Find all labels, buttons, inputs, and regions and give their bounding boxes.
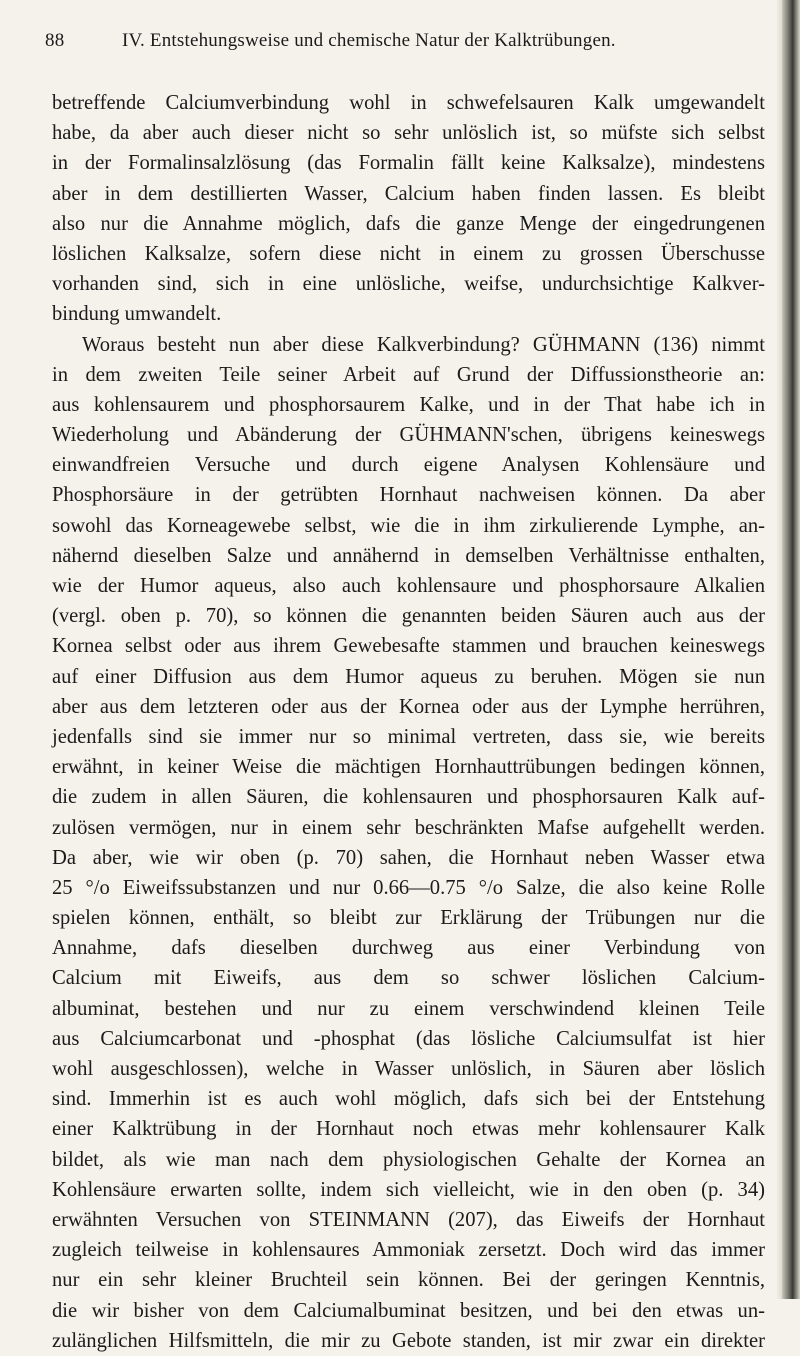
- text-line: 25 °/o Eiweifssubstanzen und nur 0.66—0.75 °/o Salze, die also keine Rolle: [52, 876, 765, 899]
- text-line: die wir bisher von dem Calciumalbuminat besitzen, und bei den etwas un-: [52, 1299, 765, 1322]
- text-line: also nur die Annahme möglich, dafs die ganze Menge der eingedrungenen: [52, 212, 765, 235]
- text-line: habe, da aber auch dieser nicht so sehr unlöslich ist, so müfste sich selbst: [52, 122, 765, 145]
- text-line: jedenfalls sind sie immer nur so minimal vertreten, dass sie, wie bereits: [52, 725, 765, 748]
- text-line: die zudem in allen Säuren, die kohlensauren und phosphorsauren Kalk auf-: [52, 786, 765, 809]
- text-line: in der Formalinsalzlösung (das Formalin fällt keine Kalksalze), mindestens: [52, 152, 765, 175]
- text-line: albuminat, bestehen und nur zu einem verschwindend kleinen Teile: [52, 997, 765, 1020]
- text-line: (vergl. oben p. 70), so können die genannten beiden Säuren auch aus der: [52, 605, 765, 628]
- text-line: sind. Immerhin ist es auch wohl möglich, dafs sich bei der Entstehung: [52, 1088, 765, 1111]
- text-line: aus Calciumcarbonat und -phosphat (das lösliche Calciumsulfat ist hier: [52, 1027, 765, 1050]
- body-text: [52, 88, 765, 1356]
- text-line: erwähnt, in keiner Weise die mächtigen Hornhauttrübungen bedingen können,: [52, 756, 765, 779]
- text-line: vorhanden sind, sich in eine unlösliche, weifse, undurchsichtige Kalkver-: [52, 273, 765, 296]
- text-line: Calcium mit Eiweifs, aus dem so schwer löslichen Calcium-: [52, 967, 765, 990]
- text-line: wie der Humor aqueus, also auch kohlensaure und phosphorsaure Alkalien: [52, 575, 765, 597]
- text-line: auf einer Diffusion aus dem Humor aqueus zu beruhen. Mögen sie nun: [52, 665, 765, 688]
- text-line: zulänglichen Hilfsmitteln, die mir zu Gebote standen, ist mir zwar ein direkter: [52, 1329, 765, 1352]
- binding-edge: [782, 0, 800, 1299]
- text-line: nur ein sehr kleiner Bruchteil sein können. Bei der geringen Kenntnis,: [52, 1269, 765, 1292]
- text-line: löslichen Kalksalze, sofern diese nicht in einem zu grossen Überschusse: [52, 242, 765, 265]
- text-line: spielen können, enthält, so bleibt zur Erklärung der Trübungen nur die: [52, 907, 765, 930]
- text-line: aber aus dem letzteren oder aus der Kornea oder aus der Lymphe herrühren,: [52, 695, 765, 718]
- text-line: Phosphorsäure in der getrübten Hornhaut nachweisen können. Da aber: [52, 484, 765, 507]
- text-line: bildet, als wie man nach dem physiologischen Gehalte der Kornea an: [52, 1148, 765, 1171]
- page-number: 88: [45, 30, 65, 51]
- text-line: einer Kalktrübung in der Hornhaut noch etwas mehr kohlensaurer Kalk: [52, 1118, 765, 1141]
- text-line: Kornea selbst oder aus ihrem Gewebesafte stammen und brauchen keineswegs: [52, 635, 765, 658]
- text-line: zulösen vermögen, nur in einem sehr beschränkten Mafse aufgehellt werden.: [52, 816, 765, 839]
- text-line: Woraus besteht nun aber diese Kalkverbindung? GÜHMANN (136) nimmt: [82, 333, 765, 356]
- text-line: bindung umwandelt.: [52, 303, 222, 326]
- running-title: IV. Entstehungsweise und chemische Natur der Kalktrübungen.: [122, 30, 616, 51]
- text-line: sowohl das Korneagewebe selbst, wie die in ihm zirkulierende Lymphe, an-: [52, 514, 765, 537]
- text-line: wohl ausgeschlossen), welche in Wasser unlöslich, in Säuren aber löslich: [52, 1058, 765, 1080]
- text-line: nähernd dieselben Salze und annähernd in demselben Verhältnisse enthalten,: [52, 544, 765, 567]
- text-line: erwähnten Versuchen von STEINMANN (207), das Eiweifs der Hornhaut: [52, 1208, 765, 1231]
- text-line: Annahme, dafs dieselben durchweg aus einer Verbindung von: [52, 937, 765, 960]
- text-line: aber in dem destillierten Wasser, Calcium haben finden lassen. Es bleibt: [52, 182, 765, 205]
- text-line: aus kohlensaurem und phosphorsaurem Kalke, und in der That habe ich in: [52, 393, 765, 416]
- text-line: Kohlensäure erwarten sollte, indem sich vielleicht, wie in den oben (p. 34): [52, 1178, 765, 1201]
- page-header: [45, 30, 765, 60]
- text-line: in dem zweiten Teile seiner Arbeit auf Grund der Diffussionstheorie an:: [52, 363, 765, 386]
- text-line: Da aber, wie wir oben (p. 70) sahen, die Hornhaut neben Wasser etwa: [52, 846, 765, 869]
- text-line: betreffende Calciumverbindung wohl in schwefelsauren Kalk umgewandelt: [52, 92, 765, 114]
- text-line: zugleich teilweise in kohlensaures Ammoniak zersetzt. Doch wird das immer: [52, 1239, 765, 1262]
- text-line: einwandfreien Versuche und durch eigene Analysen Kohlensäure und: [52, 454, 765, 477]
- text-line: Wiederholung und Abänderung der GÜHMANN'schen, übrigens keineswegs: [52, 424, 765, 447]
